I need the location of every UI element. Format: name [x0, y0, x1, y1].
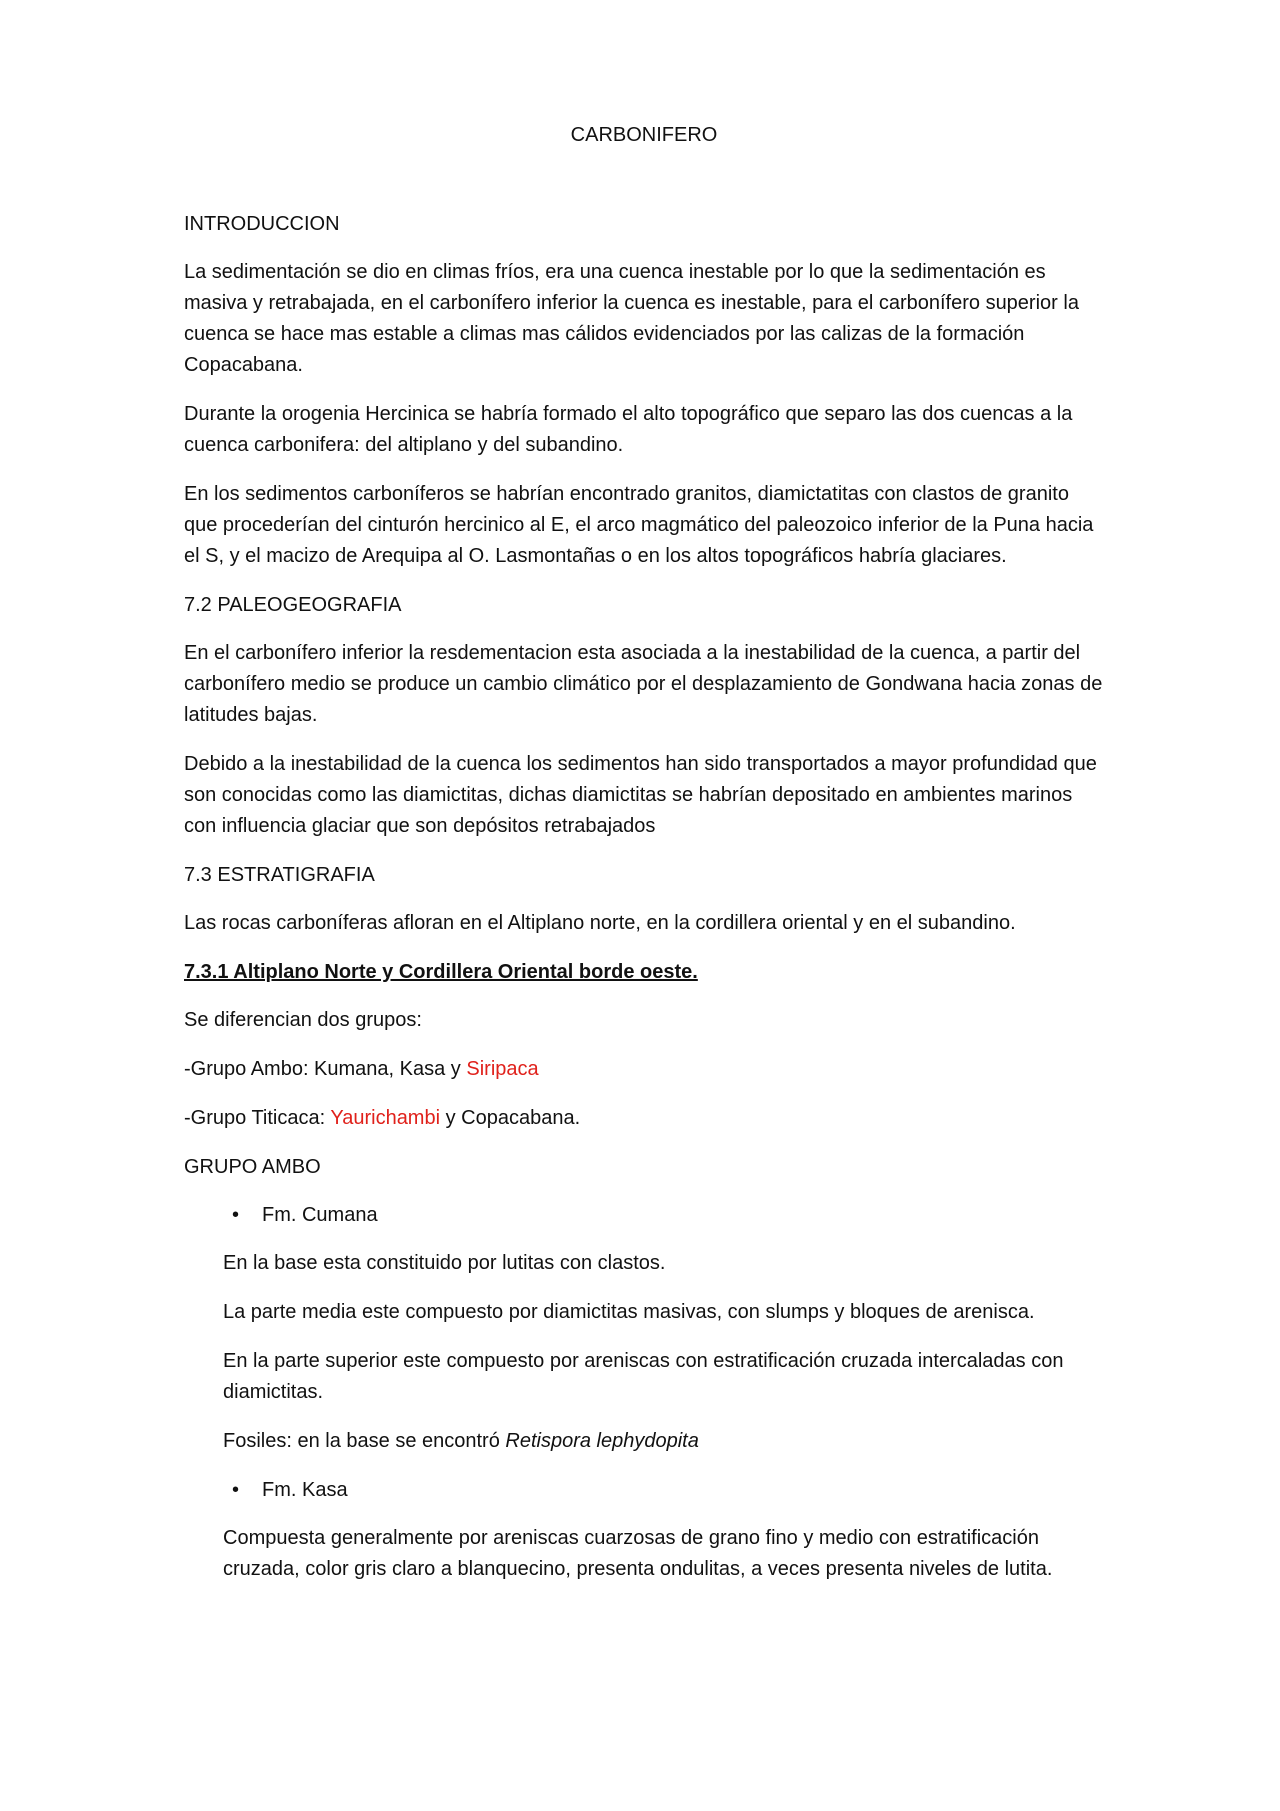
fm-cumana-fossils-prefix: Fosiles: en la base se encontró — [223, 1430, 506, 1452]
fm-kasa-paragraph-1: Compuesta generalmente por areniscas cuarzosas de grano fino y medio con estratificación cruzada, color gris claro a blanquecino, presenta ondulitas, a veces presenta niveles de lutita. — [223, 1527, 1053, 1580]
grupo-ambo-heading: GRUPO AMBO — [184, 1156, 321, 1178]
altiplano-subheading: 7.3.1 Altiplano Norte y Cordillera Oriental borde oeste. — [184, 961, 698, 983]
grupo-titicaca-line-prefix: -Grupo Titicaca: — [184, 1107, 331, 1129]
grupo-ambo-line-text: -Grupo Ambo: Kumana, Kasa y — [184, 1058, 467, 1080]
document-body — [184, 120, 1104, 1603]
fm-kasa-bullet — [184, 1475, 1104, 1506]
siripaca-highlight: Siripaca — [466, 1058, 539, 1080]
document-title: CARBONIFERO — [570, 124, 718, 146]
paleogeografia-heading: 7.2 PALEOGEOGRAFIA — [184, 594, 402, 616]
fm-cumana-bullet — [184, 1200, 1104, 1231]
grupo-titicaca-line-suffix: y Copacabana. — [440, 1107, 581, 1129]
estratigrafia-heading: 7.3 ESTRATIGRAFIA — [184, 864, 375, 886]
fm-cumana-paragraph-2: La parte media este compuesto por diamictitas masivas, con slumps y bloques de arenisca. — [223, 1301, 1035, 1323]
fossil-species-name: Retispora lephydopita — [505, 1430, 699, 1452]
paleogeografia-paragraph-1: En el carbonífero inferior la resdementacion esta asociada a la inestabilidad de la cuenca, a partir del carbonífero medio se produce un cambio climático por el desplazamiento de Gondwana hacia zonas de latitudes bajas. — [184, 642, 1103, 726]
intro-heading: INTRODUCCION — [184, 213, 340, 235]
intro-paragraph-1: La sedimentación se dio en climas fríos, era una cuenca inestable por lo que la sedimentación es masiva y retrabajada, en el carbonífero inferior la cuenca es inestable, para el carbonífero superior la cuenca se hace mas estable a climas mas cálidos evidenciados por las calizas de la formación Copacabana. — [184, 261, 1079, 376]
fm-cumana-title: Fm. Cumana — [262, 1204, 378, 1226]
fm-cumana-fossils — [223, 1426, 1104, 1457]
yaurichambi-highlight: Yaurichambi — [330, 1107, 441, 1129]
fm-cumana-paragraph-1: En la base esta constituido por lutitas con clastos. — [223, 1252, 666, 1274]
estratigrafia-paragraph-1: Las rocas carboníferas afloran en el Altiplano norte, en la cordillera oriental y en el subandino. — [184, 912, 1016, 934]
bullet-icon: • — [232, 1204, 240, 1226]
grupo-ambo-line — [184, 1054, 1104, 1085]
groups-intro: Se diferencian dos grupos: — [184, 1009, 422, 1031]
paleogeografia-paragraph-2: Debido a la inestabilidad de la cuenca los sedimentos han sido transportados a mayor profundidad que son conocidas como las diamictitas, dichas diamictitas se habrían depositado en ambientes marinos con influencia glaciar que son depósitos retrabajados — [184, 753, 1097, 837]
intro-paragraph-3: En los sedimentos carboníferos se habrían encontrado granitos, diamictatitas con clastos de granito que procederían del cinturón hercinico al E, el arco magmático del paleozoico inferior de la Puna hacia el S, y el macizo de Arequipa al O. Lasmontañas o en los altos topográficos habría glaciares. — [184, 483, 1094, 567]
bullet-icon: • — [232, 1479, 240, 1501]
intro-paragraph-2: Durante la orogenia Hercinica se habría formado el alto topográfico que separo las dos cuencas a la cuenca carbonifera: del altiplano y del subandino. — [184, 403, 1073, 456]
grupo-titicaca-line — [184, 1103, 1104, 1134]
fm-kasa-title: Fm. Kasa — [262, 1479, 348, 1501]
fm-cumana-paragraph-3: En la parte superior este compuesto por areniscas con estratificación cruzada intercaladas con diamictitas. — [223, 1350, 1064, 1403]
